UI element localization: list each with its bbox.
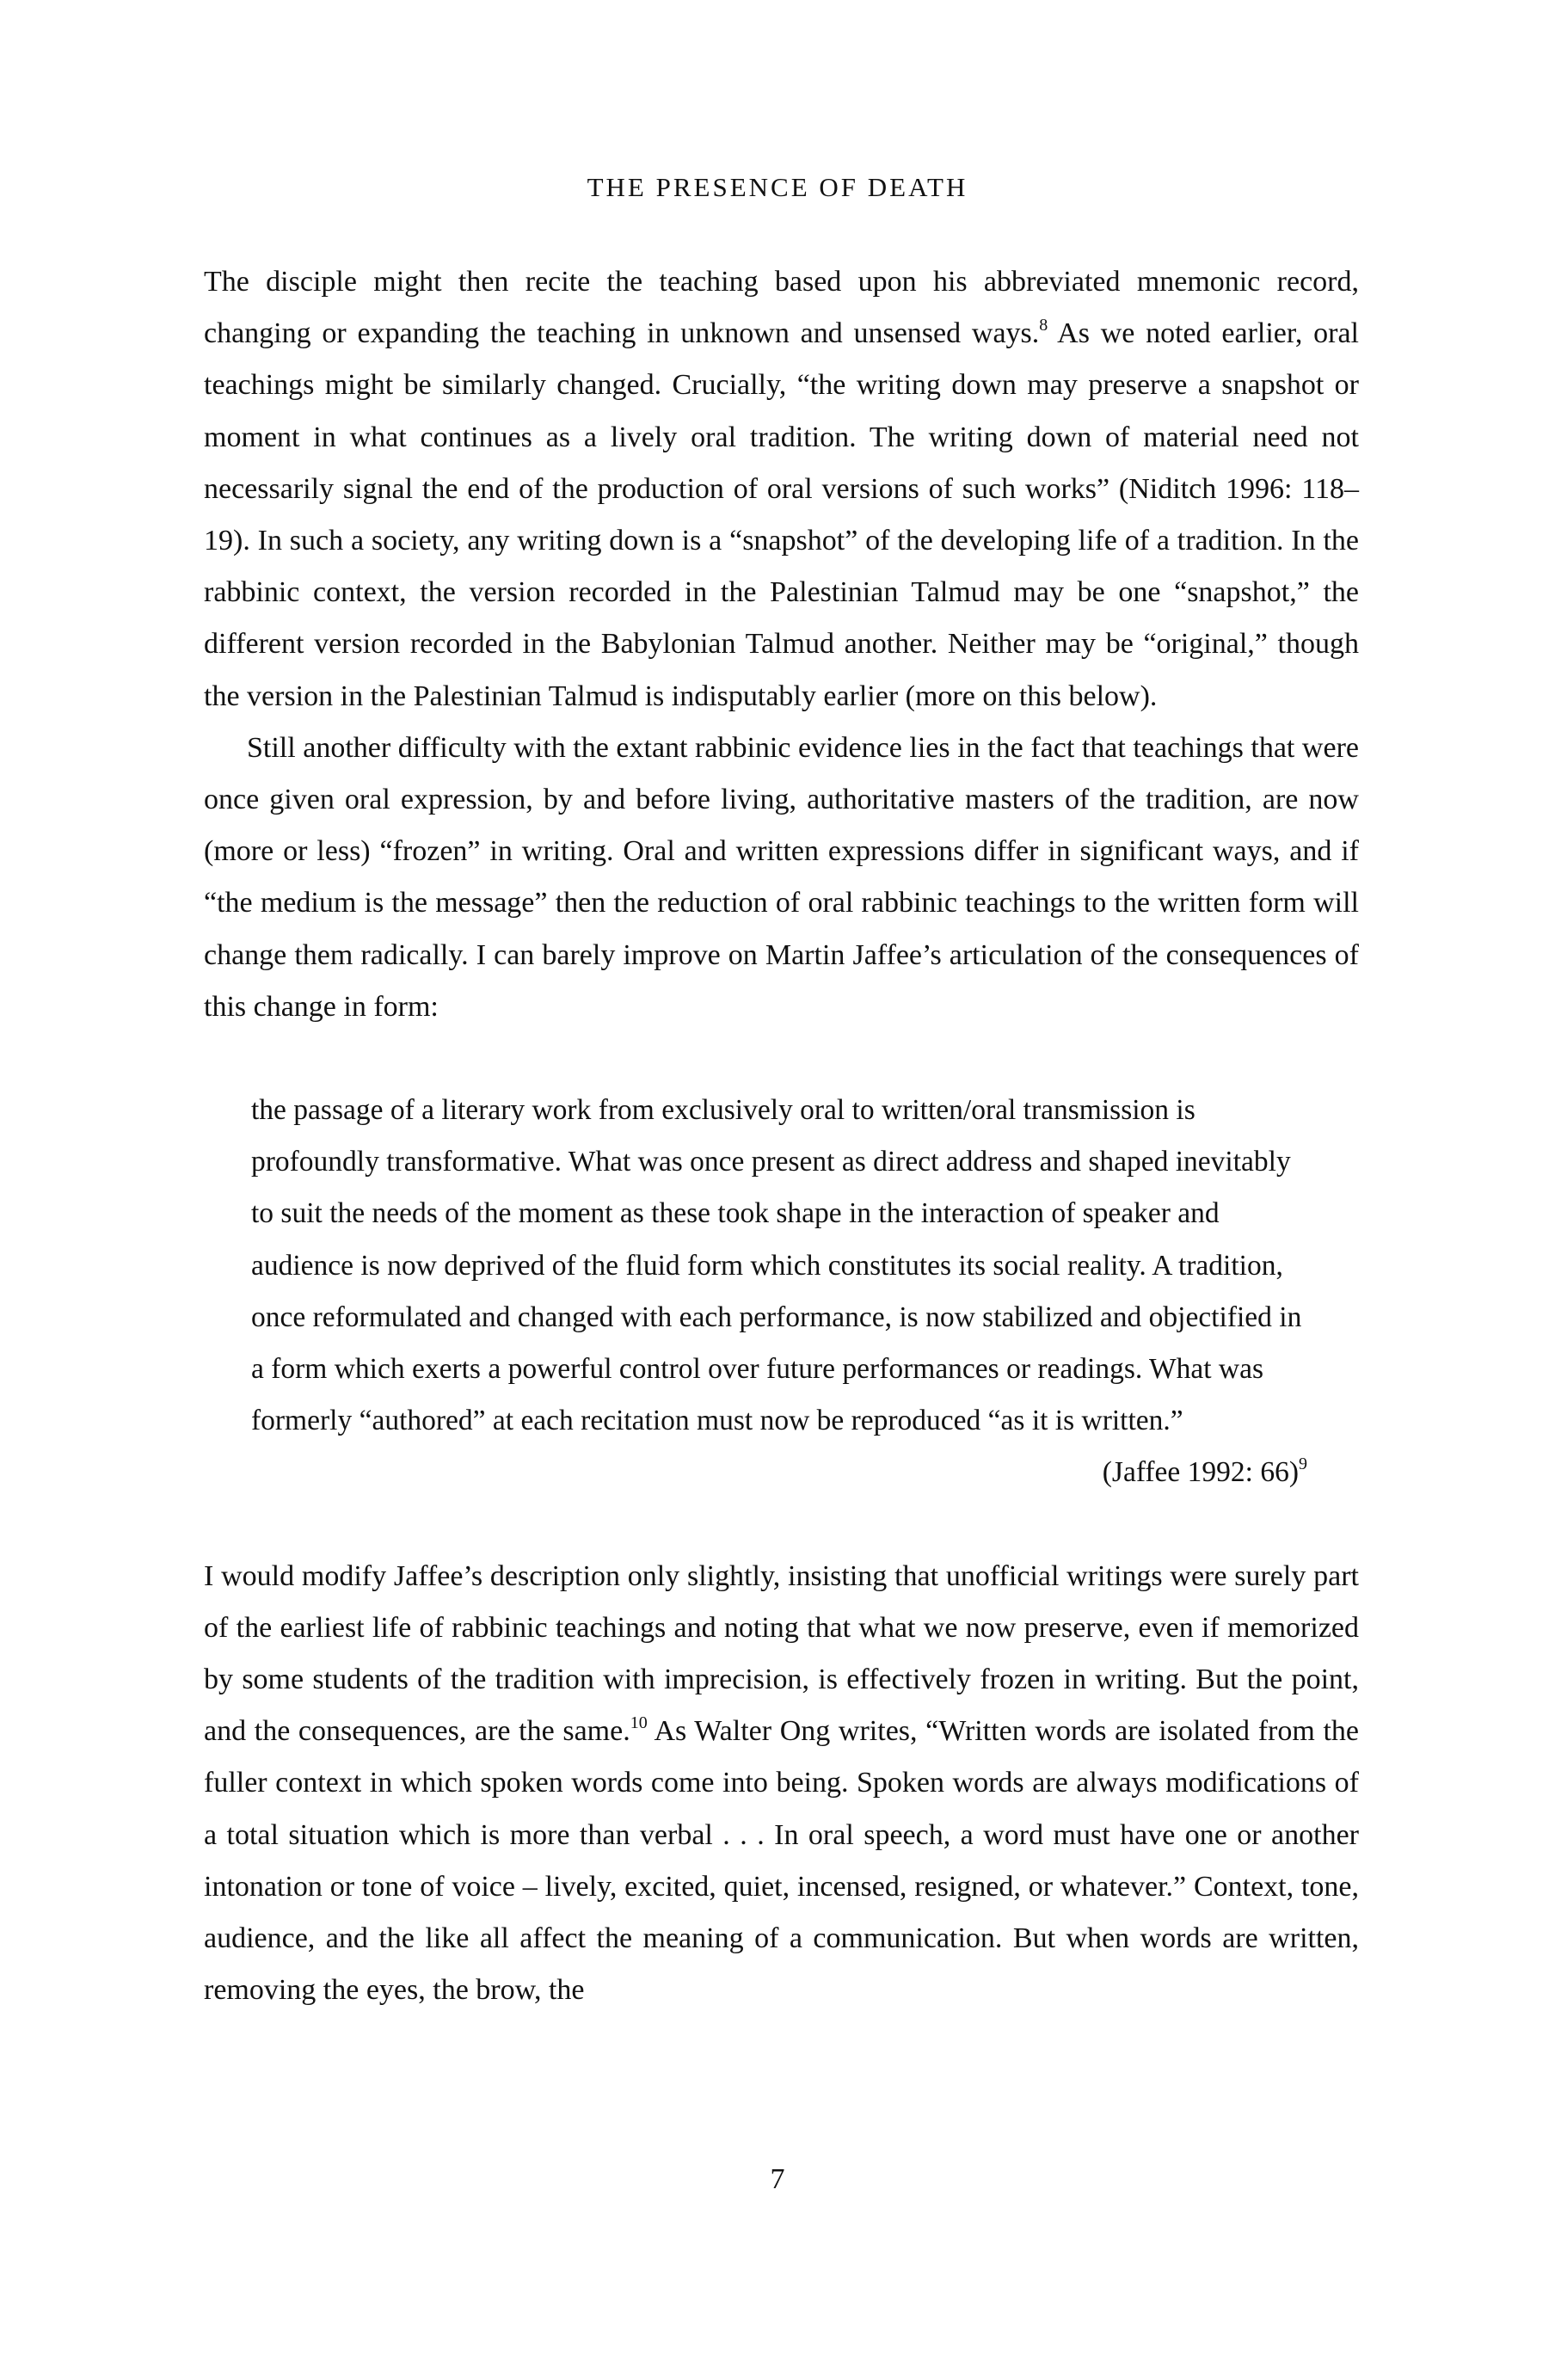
main-text	[204, 256, 1359, 2017]
paragraph-3	[204, 1551, 1359, 2017]
running-head: THE PRESENCE OF DEATH	[587, 172, 968, 202]
footnote-ref-10: 10	[630, 1713, 648, 1732]
quote-citation-text: (Jaffee 1992: 66)	[1102, 1456, 1299, 1489]
block-quote	[251, 1085, 1307, 1499]
paragraph-1-text-a: The disciple might then recite the teaching based upon his abbreviated mnemonic record, changing or expanding the teaching in unknown and unsensed ways.	[204, 266, 1359, 350]
footnote-ref-9: 9	[1299, 1454, 1307, 1474]
paragraph-1	[204, 256, 1359, 723]
paragraph-3-text-b: As Walter Ong writes, “Written words are isolated from the fuller context in which spoken words come into being. Spoken words are always modifications of a total situation which is more than verbal . . . In oral speech, a word must have one or another intonation or tone of voice – lively, excited, quiet, incensed, resigned, or whatever.” Context, tone, audience, and the like all affect the meaning of a communication. But when words are written, removing the eyes, the brow, the	[204, 1715, 1359, 2007]
paragraph-1-text-b: As we noted earlier, oral teachings might be similarly changed. Crucially, “the writing down may preserve a snapshot or moment in what continues as a lively oral tradition. The writing down of material need not necessarily signal the end of the production of oral versions of such works” (Niditch 1996: 118–19). In such a society, any writing down is a “snapshot” of the developing life of a tradition. In the rabbinic context, the version recorded in the Palestinian Talmud may be one “snapshot,” the different version recorded in the Babylonian Talmud another. Neither may be “original,” though the version in the Palestinian Talmud is indisputably earlier (more on this below).	[204, 317, 1359, 712]
footnote-ref-8: 8	[1039, 315, 1048, 335]
page-number: 7	[770, 2163, 785, 2195]
paragraph-2: Still another difficulty with the extant rabbinic evidence lies in the fact that teachings that were once given oral expression, by and before living, authoritative masters of the tradition, are now (more or less) “frozen” in writing. Oral and written expressions differ in significant ways, and if “the medium is the message” then the reduction of oral rabbinic teachings to the written form will change them radically. I can barely improve on Martin Jaffee’s articulation of the consequences of this change in form:	[204, 731, 1359, 1023]
block-quote-text: the passage of a literary work from exclusively oral to written/oral transmission is profoundly transformative. What was once present as direct address and shaped inevitably to suit the needs of the moment as these took shape in the interaction of speaker and audience is now deprived of the fluid form which constitutes its social reality. A tradition, once reformulated and changed with each performance, is now stabilized and objectified in a form which exerts a powerful control over future performances or readings. What was formerly “authored” at each recitation must now be reproduced “as it is written.”	[251, 1094, 1302, 1437]
quote-citation	[251, 1447, 1307, 1498]
paragraph-3-text-a: I would modify Jaffee’s description only slightly, insisting that unofficial writings were surely part of the earliest life of rabbinic teachings and noting that what we now preserve, even if memorized by some students of the tradition with imprecision, is effectively frozen in writing. But the point, and the consequences, are the same.	[204, 1559, 1359, 1748]
